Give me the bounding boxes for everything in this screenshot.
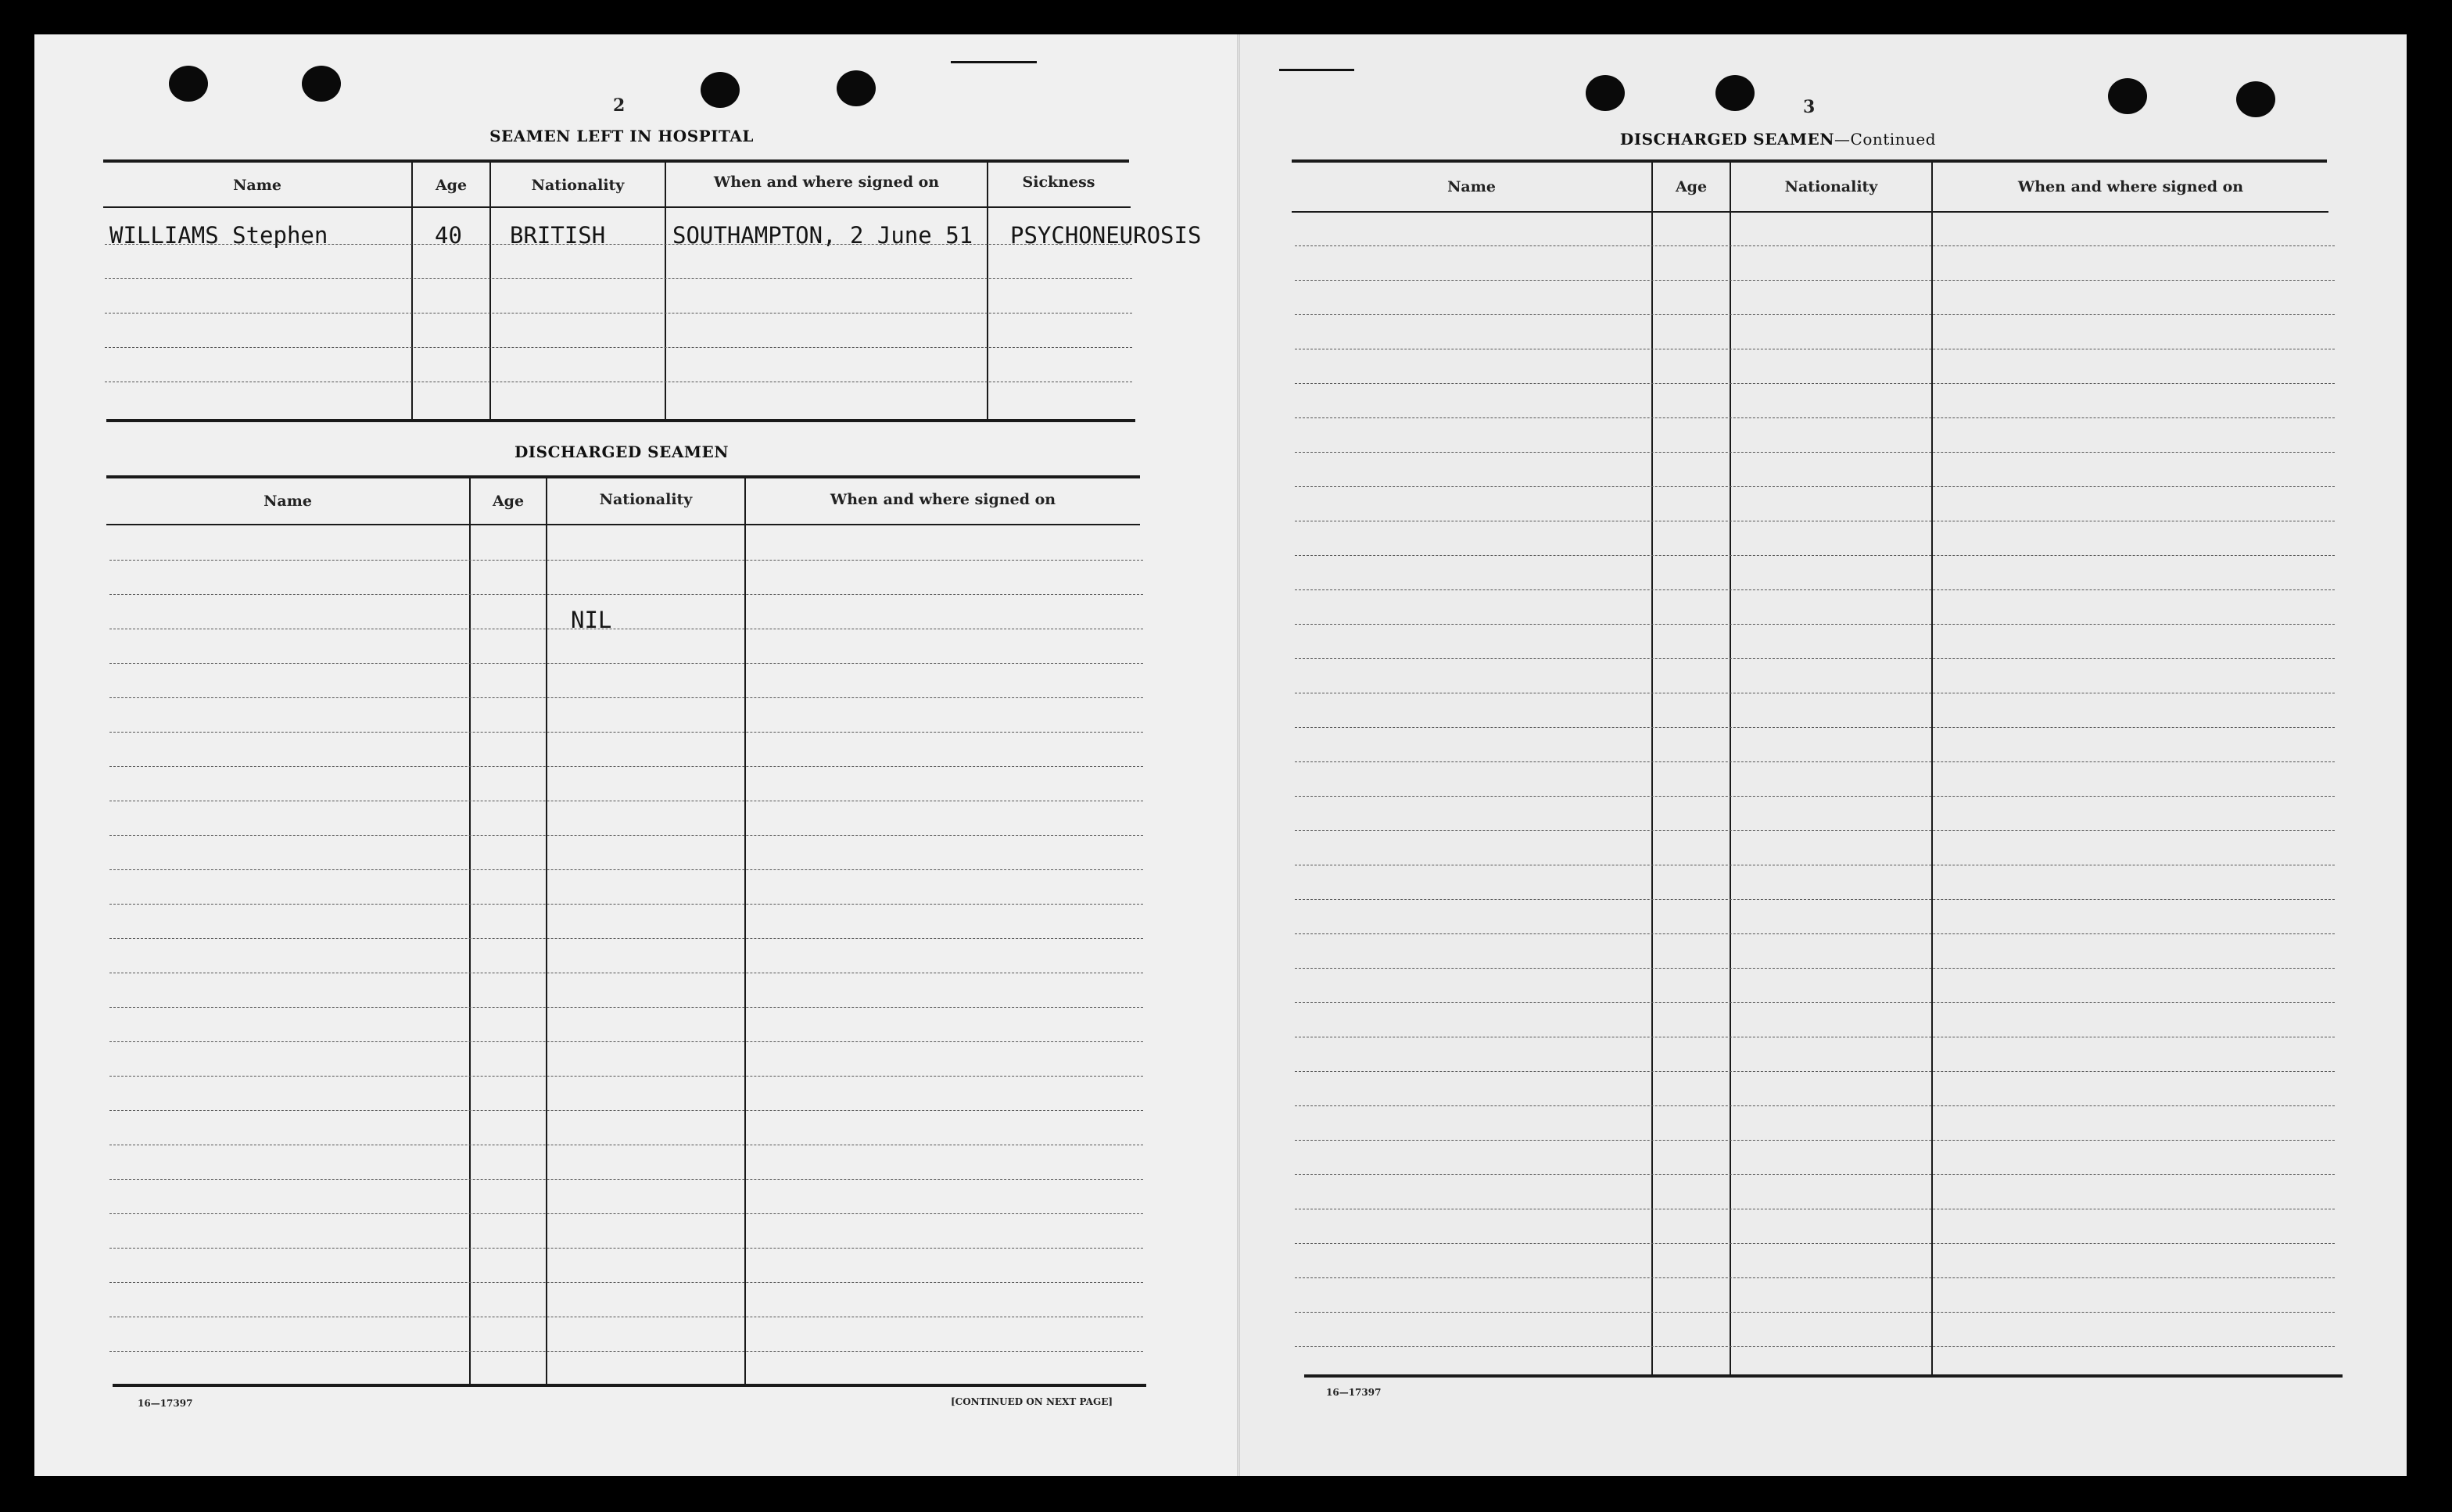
column-header: Age [435, 177, 468, 194]
row-rule [1295, 245, 2335, 246]
row-rule [105, 313, 1132, 314]
row-rule [1295, 658, 2335, 659]
page-number: 2 [613, 95, 626, 116]
row-rule [1295, 452, 2335, 453]
row-rule [1295, 1277, 2335, 1278]
column-header: Sickness [1022, 174, 1095, 191]
table-header-rule [106, 524, 1140, 525]
column-header: Name [1447, 178, 1496, 195]
table-bottom-rule [1304, 1374, 2343, 1378]
row-rule [105, 244, 1132, 245]
row-rule [109, 1351, 1143, 1352]
row-rule [109, 938, 1143, 939]
table-bottom-rule [106, 419, 1135, 422]
column-header: When and where signed on [2017, 178, 2244, 195]
row-rule [1295, 761, 2335, 762]
row-rule [1295, 555, 2335, 556]
punch-hole [2236, 81, 2275, 117]
row-rule [1295, 1105, 2335, 1106]
form-number: 16—17397 [1326, 1387, 1382, 1398]
row-rule [1295, 314, 2335, 315]
row-rule [1295, 1140, 2335, 1141]
column-divider [744, 478, 746, 1385]
row-rule [109, 560, 1143, 561]
row-rule [109, 732, 1143, 733]
row-rule [1295, 830, 2335, 831]
ink-mark [1279, 69, 1354, 71]
row-rule [109, 697, 1143, 698]
row-rule [109, 1007, 1143, 1008]
table-bottom-rule [113, 1384, 1146, 1387]
column-header: Nationality [531, 177, 625, 194]
column-divider [411, 163, 413, 419]
form-number: 16—17397 [138, 1398, 193, 1409]
right-page [1239, 34, 2407, 1476]
row-rule [1295, 624, 2335, 625]
row-rule [1295, 280, 2335, 281]
column-divider [1730, 163, 1731, 1376]
table-top-rule [1292, 159, 2327, 163]
punch-hole [2108, 78, 2147, 114]
punch-hole [837, 70, 876, 106]
seaman-age: 40 [435, 222, 462, 249]
row-rule [109, 1179, 1143, 1180]
table-header-rule [1292, 211, 2328, 213]
column-divider [469, 478, 471, 1385]
seaman-name: WILLIAMS Stephen [109, 222, 328, 249]
row-rule [1295, 1002, 2335, 1003]
seaman-sickness: PSYCHONEUROSIS [1010, 222, 1202, 249]
column-header: Age [1675, 178, 1708, 195]
punch-hole [701, 72, 740, 108]
row-rule [1295, 796, 2335, 797]
table-header-rule [103, 206, 1131, 208]
column-header: When and where signed on [830, 491, 1056, 508]
row-rule [109, 1213, 1143, 1214]
row-rule [1295, 589, 2335, 590]
row-rule [1295, 933, 2335, 934]
column-header: Nationality [599, 491, 693, 508]
row-rule [1295, 899, 2335, 900]
row-rule [1295, 1346, 2335, 1347]
punch-hole [1715, 75, 1755, 111]
column-divider [1931, 163, 1933, 1376]
column-header: Age [492, 493, 525, 510]
row-rule [109, 1282, 1143, 1283]
discharged-section-title: DISCHARGED SEAMEN [514, 442, 730, 461]
column-divider [1651, 163, 1653, 1376]
column-header: Nationality [1784, 178, 1878, 195]
table-top-rule [106, 475, 1140, 478]
row-rule [109, 1110, 1143, 1111]
ink-mark [951, 61, 1037, 63]
column-header: When and where signed on [713, 174, 940, 191]
column-divider [987, 163, 988, 419]
row-rule [109, 1041, 1143, 1042]
row-rule [105, 278, 1132, 279]
row-rule [109, 904, 1143, 905]
row-rule [1295, 968, 2335, 969]
row-rule [1295, 1174, 2335, 1175]
row-rule [109, 1248, 1143, 1249]
row-rule [109, 835, 1143, 836]
row-rule [1295, 383, 2335, 384]
row-rule [109, 766, 1143, 767]
column-divider [665, 163, 666, 419]
punch-hole [169, 66, 208, 102]
row-rule [1295, 1071, 2335, 1072]
row-rule [109, 869, 1143, 870]
seaman-signed-on: SOUTHAMPTON, 2 June 51 [672, 222, 973, 249]
left-page [34, 34, 1239, 1476]
hospital-section-title: SEAMEN LEFT IN HOSPITAL [489, 127, 754, 145]
row-rule [1295, 1312, 2335, 1313]
column-divider [546, 478, 547, 1385]
row-rule [105, 347, 1132, 348]
row-rule [109, 594, 1143, 595]
column-divider [489, 163, 491, 419]
discharged-continued-title [1606, 130, 1950, 149]
nil-entry: NIL [571, 607, 612, 633]
row-rule [1295, 1243, 2335, 1244]
column-header: Name [263, 493, 312, 510]
row-rule [1295, 727, 2335, 728]
row-rule [1295, 417, 2335, 418]
continued-note: [CONTINUED ON NEXT PAGE] [951, 1396, 1113, 1407]
page-number: 3 [1803, 97, 1816, 117]
seaman-nationality: BRITISH [510, 222, 606, 249]
column-header: Name [233, 177, 281, 194]
title-continued: —Continued [1834, 130, 1937, 149]
punch-hole [1586, 75, 1625, 111]
table-top-rule [103, 159, 1129, 163]
title-main: DISCHARGED SEAMEN [1619, 130, 1835, 149]
page-fold [1237, 34, 1240, 1476]
row-rule [1295, 486, 2335, 487]
row-rule [109, 1076, 1143, 1077]
row-rule [109, 663, 1143, 664]
punch-hole [302, 66, 341, 102]
